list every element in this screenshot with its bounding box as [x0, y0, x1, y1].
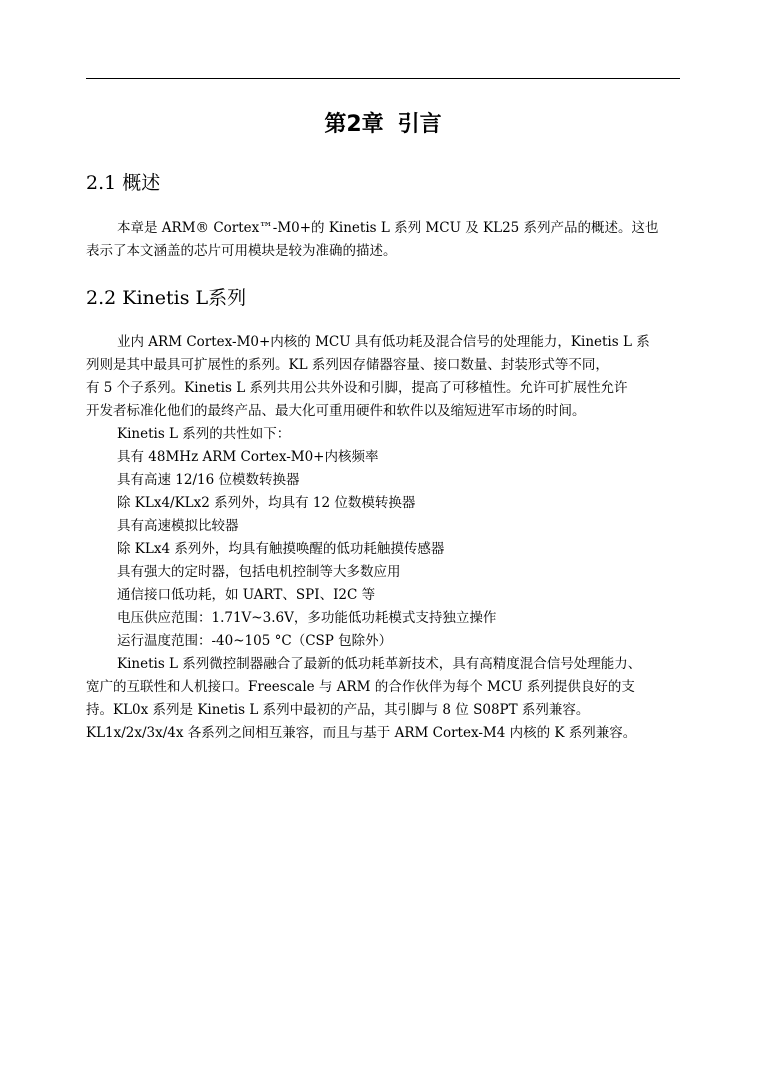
paragraph-line: 持。KL0x 系列是 Kinetis L 系列中最初的产品，其引脚与 8 位 S08PT 系列兼容。 — [86, 702, 590, 718]
feature-item: 具有高速模拟比较器 — [117, 518, 239, 534]
feature-item: 具有强大的定时器，包括电机控制等大多数应用 — [117, 564, 401, 580]
paragraph-line: 宽广的互联性和人机接口。Freescale 与 ARM 的合作伙伴为每个 MCU 系列提供良好的支 — [86, 679, 635, 695]
paragraph-line: 开发者标准化他们的最终产品、最大化可重用硬件和软件以及缩短进军市场的时间。 — [86, 403, 586, 419]
paragraph-line: 列则是其中最具可扩展性的系列。KL 系列因存储器容量、接口数量、封装形式等不同， — [86, 357, 609, 373]
paragraph-line: 有 5 个子系列。Kinetis L 系列共用公共外设和引脚，提高了可移植性。允许可扩展性允许 — [86, 380, 628, 396]
section-heading-kinetis-l: 2.2 Kinetis L系列 — [86, 287, 247, 309]
header-rule — [86, 78, 680, 79]
paragraph-line: KL1x/2x/3x/4x 各系列之间相互兼容，而且与基于 ARM Cortex-M4 内核的 K 系列兼容。 — [86, 725, 637, 741]
feature-item: 除 KLx4/KLx2 系列外，均具有 12 位数模转换器 — [117, 495, 416, 511]
feature-item: 电压供应范围：1.71V~3.6V，多功能低功耗模式支持独立操作 — [117, 610, 497, 626]
feature-item: 具有高速 12/16 位模数转换器 — [117, 472, 300, 488]
feature-item: 除 KLx4 系列外，均具有触摸唤醒的低功耗触摸传感器 — [117, 541, 445, 557]
paragraph-line: 业内 ARM Cortex-M0+内核的 MCU 具有低功耗及混合信号的处理能力，Kinetis L 系 — [117, 334, 650, 350]
features-intro: Kinetis L 系列的共性如下： — [117, 426, 291, 442]
feature-item: 通信接口低功耗，如 UART、SPI、I2C 等 — [117, 587, 376, 603]
chapter-number: 第2章 — [324, 112, 384, 137]
feature-item: 具有 48MHz ARM Cortex-M0+内核频率 — [117, 449, 379, 465]
section-heading-overview: 2.1 概述 — [86, 172, 161, 194]
feature-item: 运行温度范围：-40~105 °C（CSP 包除外） — [117, 633, 393, 649]
chapter-title — [86, 109, 680, 141]
paragraph-line: 本章是 ARM® Cortex™-M0+的 Kinetis L 系列 MCU 及 KL25 系列产品的概述。这也 — [117, 220, 659, 236]
chapter-name: 引言 — [397, 112, 442, 137]
paragraph-line: Kinetis L 系列微控制器融合了最新的低功耗革新技术，具有高精度混合信号处理能力、 — [117, 656, 642, 672]
paragraph-line: 表示了本文涵盖的芯片可用模块是较为准确的描述。 — [86, 243, 397, 259]
